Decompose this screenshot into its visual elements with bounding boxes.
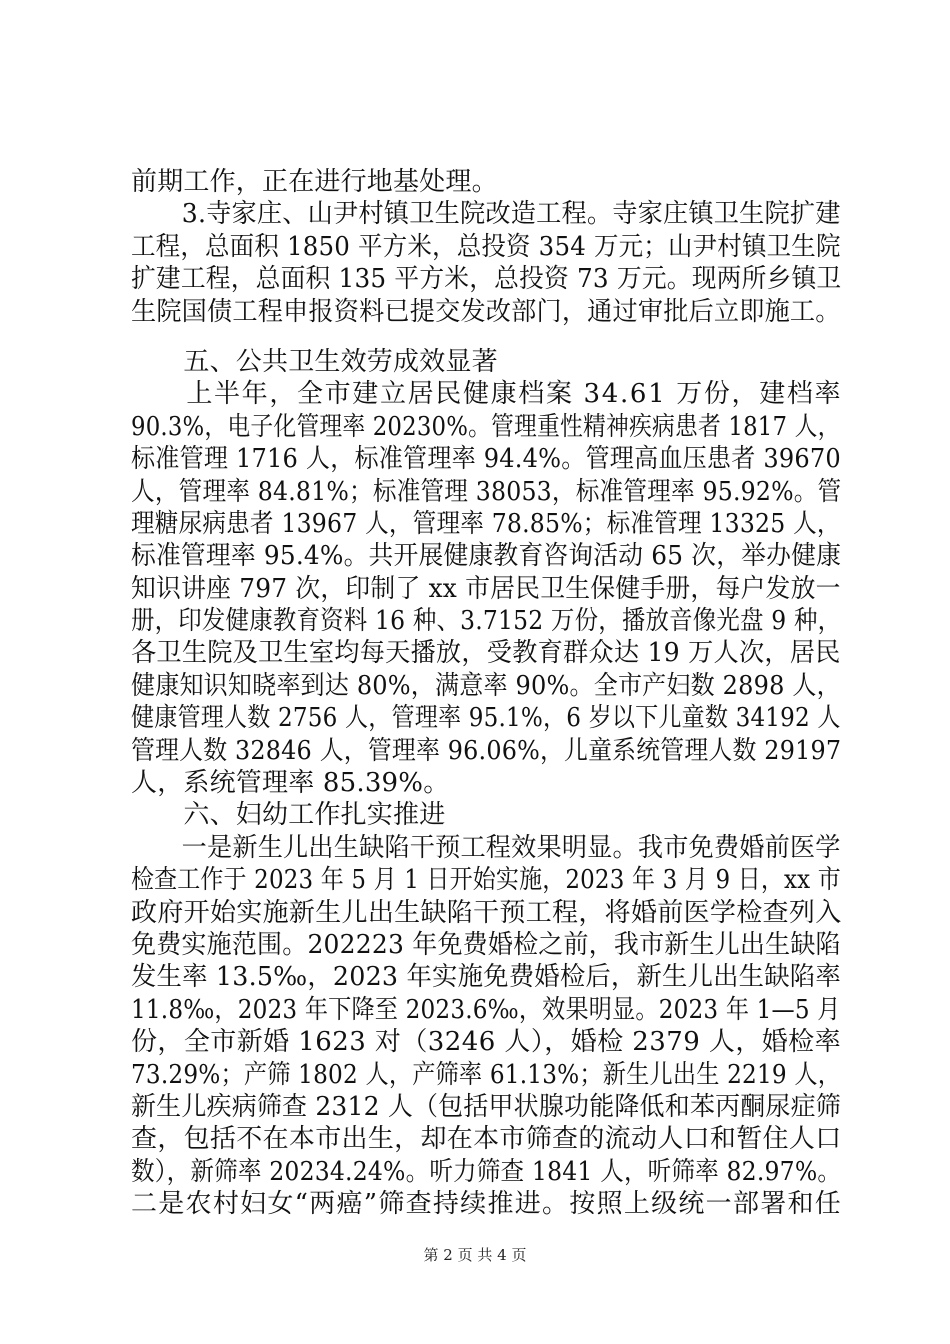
text-line: 六、妇幼工作扎实推进 [131, 800, 446, 831]
text-line: 免费实施范围。202223 年免费婚检之前，我市新生儿出生缺陷 [131, 929, 841, 960]
text-line: 生院国债工程申报资料已提交发改部门，通过审批后立即施工。 [131, 296, 841, 327]
text-line: 二是农村妇女“两癌”筛查持续推进。按照上级统一部署和任 [131, 1189, 843, 1220]
text-line: 上半年，全市建立居民健康档案 34.61 万份，建档率 [131, 379, 843, 410]
page-footer: 第 2 页 共 4 页 [423, 1246, 527, 1264]
text-line: 人，系统管理率 85.39%。 [131, 768, 450, 799]
text-line: 健康知识知晓率到达 80%，满意率 90%。全市产妇数 2898 人， [131, 670, 841, 701]
text-line: 管理人数 32846 人，管理率 96.06%，儿童系统管理人数 29197 [131, 735, 842, 766]
text-line: 标准管理 1716 人，标准管理率 94.4%。管理高血压患者 39670 [131, 444, 841, 475]
paragraph-gap [131, 328, 841, 346]
text-line: 份，全市新婚 1623 对（3246 人），婚检 2379 人，婚检率 [131, 1027, 842, 1058]
text-line: 知识讲座 797 次，印制了 xx 市居民卫生保健手册，每户发放一 [131, 573, 841, 604]
text-line: 73.29%；产筛 1802 人，产筛率 61.13%；新生儿出生 2219 人， [131, 1059, 842, 1090]
text-line: 11.8‰，2023 年下降至 2023.6‰，效果明显。2023 年 1—5 月 [131, 994, 841, 1025]
text-line: 册，印发健康教育资料 16 种、3.7152 万份，播放音像光盘 9 种， [131, 606, 842, 637]
text-line: 前期工作，正在进行地基处理。 [131, 167, 498, 197]
text-line: 五、公共卫生效劳成效显著 [131, 346, 498, 377]
text-line: 各卫生院及卫生室均每天播放，受教育群众达 19 万人次，居民 [131, 638, 841, 669]
text-line: 人，管理率 84.81%；标准管理 38053，标准管理率 95.92%。管 [131, 476, 842, 507]
text-line: 扩建工程，总面积 135 平方米，总投资 73 万元。现两所乡镇卫 [131, 264, 842, 295]
text-line: 标准管理率 95.4%。共开展健康教育咨询活动 65 次，举办健康 [131, 541, 842, 572]
text-line: 一是新生儿出生缺陷干预工程效果明显。我市免费婚前医学 [131, 832, 841, 863]
text-line: 发生率 13.5‰，2023 年实施免费婚检后，新生儿出生缺陷率 [131, 962, 841, 993]
text-line: 新生儿疾病筛查 2312 人（包括甲状腺功能降低和苯丙酮尿症筛 [131, 1091, 841, 1122]
text-line: 90.3%，电子化管理率 20230%。管理重性精神疾病患者 1817 人， [131, 411, 841, 442]
text-line: 理糖尿病患者 13967 人，管理率 78.85%；标准管理 13325 人， [131, 508, 841, 539]
text-line: 数），新筛率 20234.24%。听力筛查 1841 人，听筛率 82.97%。 [131, 1156, 842, 1187]
text-line: 政府开始实施新生儿出生缺陷干预工程，将婚前医学检查列入 [131, 897, 842, 928]
text-line: 查，包括不在本市出生，却在本市筛查的流动人口和暂住人口 [131, 1124, 842, 1155]
text-line: 检查工作于 2023 年 5 月 1 日开始实施，2023 年 3 月 9 日，xx 市 [131, 865, 841, 896]
text-line: 工程，总面积 1850 平方米，总投资 354 万元；山尹村镇卫生院 [131, 231, 841, 262]
text-line: 3.寺家庄、山尹村镇卫生院改造工程。寺家庄镇卫生院扩建 [131, 199, 841, 230]
text-line: 健康管理人数 2756 人，管理率 95.1%，6 岁以下儿童数 34192 人 [131, 703, 841, 734]
document-body [131, 166, 841, 1221]
